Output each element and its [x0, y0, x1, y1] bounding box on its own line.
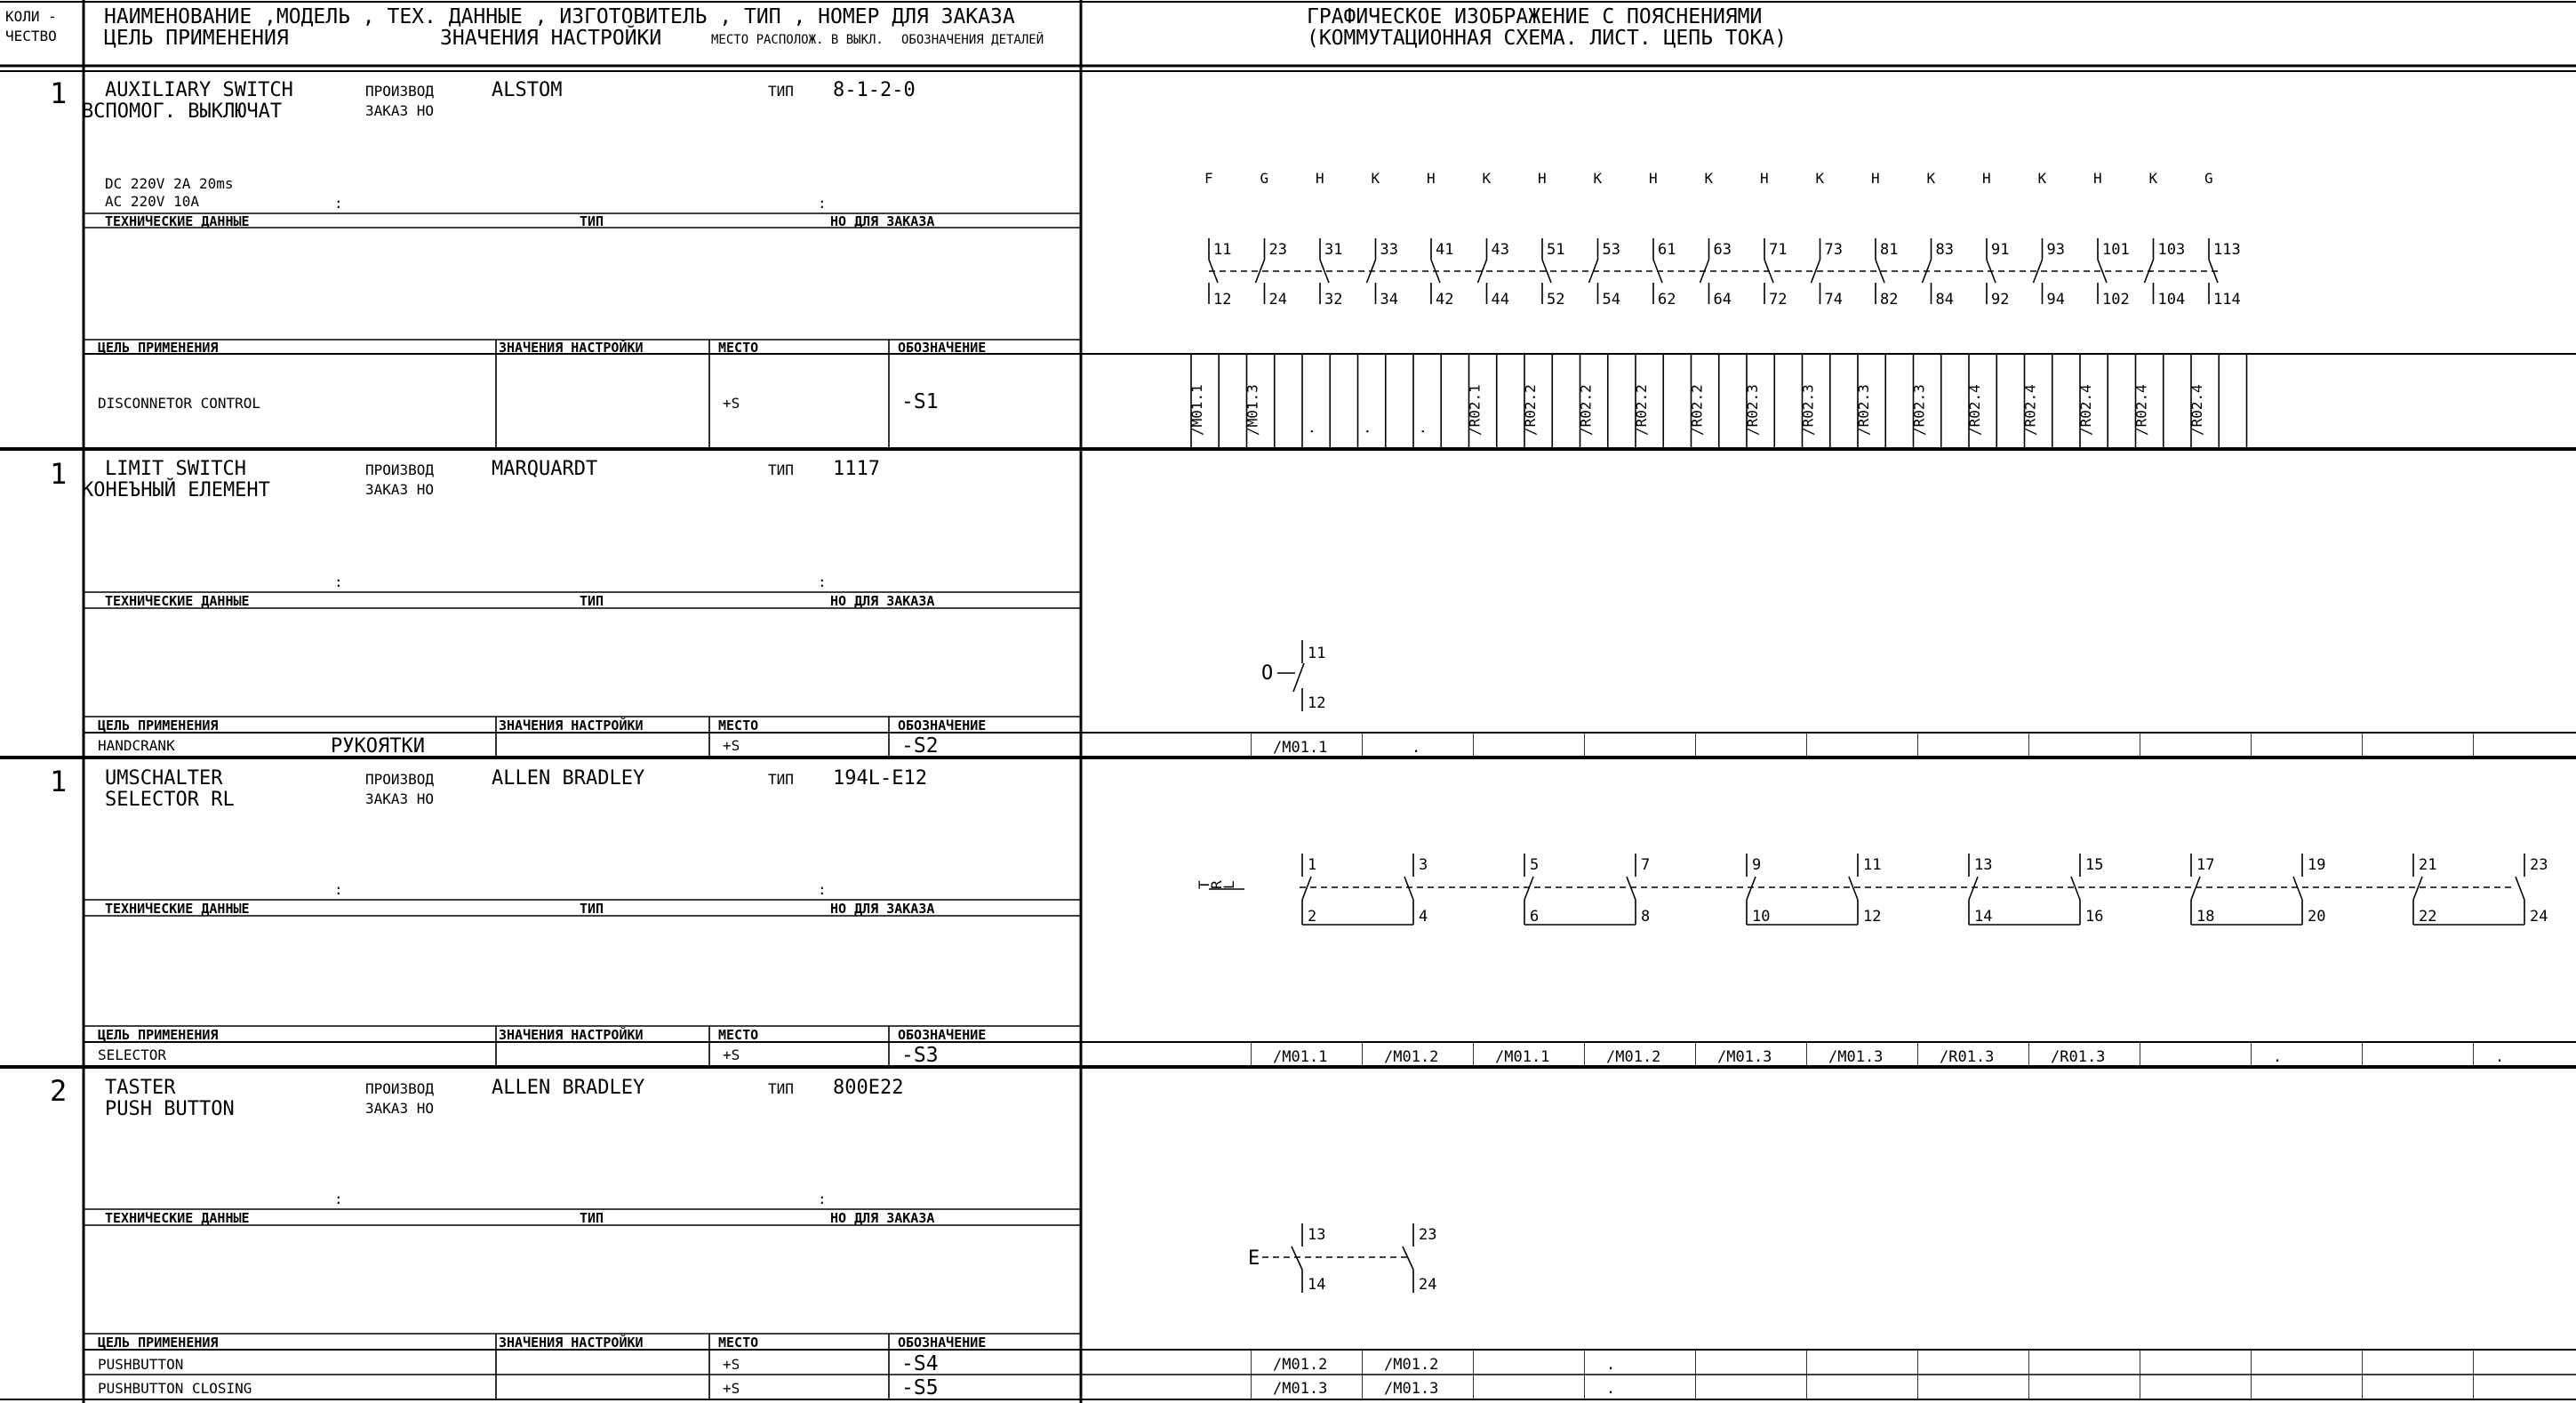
terminal-bottom-label: 12 — [1308, 694, 1326, 712]
colon-a: : — [334, 881, 343, 898]
terminal-top-label: 13 — [1974, 856, 1993, 874]
order-label: ЗАКАЗ НО — [365, 481, 435, 498]
contact-blade — [2191, 877, 2200, 900]
terminal-top-label: 23 — [1419, 1226, 1437, 1244]
colon-b: : — [818, 195, 827, 212]
terminal-bottom-label: 12 — [1863, 908, 1882, 926]
terminal-bottom-label: 64 — [1713, 291, 1732, 309]
contact-letter: K — [1593, 170, 1603, 187]
contact-blade — [2516, 877, 2524, 900]
cross-ref: /M01.1 — [1495, 1048, 1550, 1066]
cross-ref: /R02.4 — [2021, 384, 2039, 436]
order-label: ЗАКАЗ НО — [365, 102, 435, 119]
colon-a: : — [334, 195, 343, 212]
order-no-label: НО ДЛЯ ЗАКАЗА — [830, 593, 935, 609]
item-type: 1117 — [833, 458, 880, 480]
designation-label: ОБОЗНАЧЕНИЕ — [898, 1335, 987, 1351]
row-purpose: HANDCRANK — [98, 737, 175, 754]
aux-switch-schematic — [1188, 170, 2247, 449]
terminal-top-label: 33 — [1380, 241, 1398, 259]
terminal-bottom-label: 8 — [1641, 908, 1651, 926]
terminal-bottom-label: 32 — [1324, 291, 1343, 309]
row-designation: -S4 — [901, 1352, 939, 1375]
cross-ref: . — [1411, 427, 1428, 436]
actuator-symbol: O — [1261, 662, 1274, 685]
row-purpose: DISCONNETOR CONTROL — [98, 395, 261, 412]
terminal-top-label: 101 — [2102, 241, 2130, 259]
terminal-top-label: 91 — [1991, 241, 2010, 259]
tech-type-label: ТИП — [580, 901, 604, 917]
item-qty: 1 — [50, 76, 68, 110]
cross-ref: /M01.2 — [1384, 1356, 1439, 1374]
terminal-bottom-label: 4 — [1419, 908, 1428, 926]
terminal-top-label: 9 — [1752, 856, 1762, 874]
terminal-bottom-label: 54 — [1602, 291, 1620, 309]
terminal-top-label: 31 — [1324, 241, 1343, 259]
terminal-top-label: 17 — [2196, 856, 2215, 874]
terminal-bottom-label: 74 — [1824, 291, 1843, 309]
row-designation: -S3 — [901, 1044, 939, 1067]
item-manufacturer: ALLEN BRADLEY — [492, 767, 645, 790]
contact-blade — [1524, 877, 1533, 900]
row-location: +S — [723, 1380, 740, 1397]
header-main-line1: НАИМЕНОВАНИЕ ,МОДЕЛЬ , ТЕХ. ДАННЫЕ , ИЗГОТОВИТЕЛЬ , ТИП , НОМЕР ДЛЯ ЗАКАЗА — [104, 5, 1015, 28]
tech-type-label: ТИП — [580, 213, 604, 229]
terminal-top-label: 81 — [1880, 241, 1899, 259]
terminal-top-label: 63 — [1713, 241, 1732, 259]
tech-data-label: ТЕХНИЧЕСКИЕ ДАННЫЕ — [105, 901, 250, 917]
header-location: МЕСТО РАСПОЛОЖ. В ВЫКЛ. — [711, 33, 884, 47]
contact-blade — [1292, 1247, 1302, 1270]
item-qty: 2 — [50, 1074, 68, 1108]
item-name-line2: PUSH BUTTON — [105, 1098, 235, 1120]
settings-label: ЗНАЧЕНИЯ НАСТРОЙКИ — [499, 1027, 644, 1043]
purpose-label: ЦЕЛЬ ПРИМЕНЕНИЯ — [98, 718, 219, 734]
item-type: 194L-E12 — [833, 767, 927, 790]
cross-ref: /M01.3 — [1273, 1380, 1328, 1398]
cross-ref: /M01.3 — [1384, 1380, 1439, 1398]
manufacturer-label: ПРОИЗВОД — [365, 83, 435, 100]
item-name-line2: ВСПОМОГ. ВЫКЛЮЧАТ — [82, 100, 283, 123]
header-qty-line2: ЧЕСТВО — [5, 28, 57, 44]
contact-letter: H — [1871, 170, 1880, 187]
cross-ref: /R02.2 — [1577, 384, 1595, 436]
contact-letter: F — [1204, 170, 1213, 187]
cross-ref: /M01.2 — [1606, 1048, 1661, 1066]
contact-letter: H — [2093, 170, 2102, 187]
terminal-top-label: 7 — [1641, 856, 1651, 874]
order-no-label: НО ДЛЯ ЗАКАЗА — [830, 901, 935, 917]
cross-ref: /M01.1 — [1188, 384, 1205, 436]
terminal-bottom-label: 92 — [1991, 291, 2010, 309]
terminal-bottom-label: 16 — [2085, 908, 2104, 926]
contact-letter: K — [1704, 170, 1714, 187]
designation-label: ОБОЗНАЧЕНИЕ — [898, 718, 987, 734]
row-location: +S — [723, 1356, 740, 1373]
contact-blade — [1849, 877, 1858, 900]
contact-letter: K — [1815, 170, 1825, 187]
contact-blade — [1403, 1247, 1413, 1270]
order-no-label: НО ДЛЯ ЗАКАЗА — [830, 213, 935, 229]
tech-data-label: ТЕХНИЧЕСКИЕ ДАННЫЕ — [105, 213, 250, 229]
terminal-bottom-label: 22 — [2419, 908, 2437, 926]
tech-line2: AC 220V 10A — [105, 193, 199, 210]
terminal-bottom-label: 12 — [1213, 291, 1232, 309]
cross-ref: /R02.1 — [1466, 384, 1484, 436]
contact-letter: H — [1427, 170, 1436, 187]
header-graphic-line1: ГРАФИЧЕСКОЕ ИЗОБРАЖЕНИЕ С ПОЯСНЕНИЯМИ — [1307, 5, 1763, 28]
item-name-line1: LIMIT SWITCH — [105, 458, 246, 480]
cross-ref: . — [2495, 1048, 2505, 1066]
order-no-label: НО ДЛЯ ЗАКАЗА — [830, 1210, 935, 1226]
terminal-bottom-label: 14 — [1308, 1276, 1326, 1294]
terminal-bottom-label: 24 — [1268, 291, 1287, 309]
contact-letter: K — [2148, 170, 2158, 187]
terminal-top-label: 93 — [2046, 241, 2065, 259]
terminal-top-label: 19 — [2308, 856, 2326, 874]
terminal-top-label: 83 — [1935, 241, 1954, 259]
cross-ref: /R01.3 — [1940, 1048, 1995, 1066]
row-designation: -S5 — [901, 1376, 939, 1399]
terminal-bottom-label: 42 — [1436, 291, 1454, 309]
ref-grid-row — [1251, 733, 2576, 758]
position-letter: R — [1208, 880, 1225, 889]
contact-blade — [1627, 877, 1636, 900]
terminal-top-label: 5 — [1530, 856, 1540, 874]
cross-ref: . — [1412, 739, 1421, 757]
order-label: ЗАКАЗ НО — [365, 1100, 435, 1117]
row-purpose: PUSHBUTTON — [98, 1356, 184, 1373]
tech-line1: DC 220V 2A 20ms — [105, 175, 234, 192]
location-label: МЕСТО — [718, 1027, 759, 1043]
terminal-bottom-label: 102 — [2102, 291, 2130, 309]
item-name-line1: UMSCHALTER — [105, 767, 223, 790]
terminal-bottom-label: 2 — [1308, 908, 1317, 926]
item-selector — [0, 765, 2576, 1067]
cross-ref: . — [2273, 1048, 2283, 1066]
cross-ref: /M01.3 — [1244, 384, 1261, 436]
terminal-bottom-label: 82 — [1880, 291, 1899, 309]
tech-type-label: ТИП — [580, 593, 604, 609]
type-label: ТИП — [768, 461, 794, 478]
settings-label: ЗНАЧЕНИЯ НАСТРОЙКИ — [499, 1335, 644, 1351]
contact-letter: G — [2204, 170, 2213, 187]
terminal-top-label: 1 — [1308, 856, 1317, 874]
cross-ref: . — [1355, 427, 1372, 436]
contact-letter: K — [1926, 170, 1936, 187]
contact-blade — [1293, 663, 1304, 692]
contact-letter: H — [1316, 170, 1324, 187]
cross-ref: . — [1606, 1380, 1616, 1398]
contact-blade — [2071, 877, 2080, 900]
cross-ref: /M01.3 — [1717, 1048, 1772, 1066]
cross-ref: /R02.4 — [2077, 384, 2094, 436]
item-manufacturer: MARQUARDT — [492, 458, 598, 480]
terminal-top-label: 11 — [1863, 856, 1882, 874]
terminal-top-label: 113 — [2213, 241, 2241, 259]
cross-ref: /R02.4 — [2132, 384, 2150, 436]
manufacturer-label: ПРОИЗВОД — [365, 1080, 435, 1097]
row-purpose: PUSHBUTTON CLOSING — [98, 1380, 252, 1397]
cross-ref: /M01.1 — [1273, 1048, 1328, 1066]
row-purpose: SELECTOR — [98, 1046, 167, 1063]
terminal-bottom-label: 94 — [2046, 291, 2065, 309]
item-name-line2: SELECTOR RL — [105, 789, 235, 811]
contact-letter: H — [1982, 170, 1991, 187]
terminal-bottom-label: 62 — [1658, 291, 1676, 309]
header-settings: ЗНАЧЕНИЯ НАСТРОЙКИ — [440, 27, 662, 50]
terminal-top-label: 61 — [1658, 241, 1676, 259]
header-main-line2: ЦЕЛЬ ПРИМЕНЕНИЯ — [104, 27, 289, 50]
type-label: ТИП — [768, 1080, 794, 1097]
header-designation: ОБОЗНАЧЕНИЯ ДЕТАЛЕЙ — [901, 33, 1044, 47]
terminal-bottom-label: 72 — [1769, 291, 1788, 309]
order-label: ЗАКАЗ НО — [365, 790, 435, 807]
cross-ref: /R02.3 — [1855, 384, 1872, 436]
tech-data-label: ТЕХНИЧЕСКИЕ ДАННЫЕ — [105, 1210, 250, 1226]
terminal-top-label: 43 — [1491, 241, 1509, 259]
type-label: ТИП — [768, 83, 794, 100]
contact-letter: H — [1538, 170, 1547, 187]
designation-label: ОБОЗНАЧЕНИЕ — [898, 340, 987, 356]
item-qty: 1 — [50, 457, 68, 491]
ref-grid-row — [1251, 1042, 2576, 1067]
cross-ref: /R01.3 — [2051, 1048, 2106, 1066]
terminal-bottom-label: 20 — [2308, 908, 2326, 926]
terminal-top-label: 71 — [1769, 241, 1788, 259]
cross-ref: /R02.3 — [1910, 384, 1928, 436]
purpose-label: ЦЕЛЬ ПРИМЕНЕНИЯ — [98, 340, 219, 356]
header-qty-line1: КОЛИ - — [5, 8, 57, 25]
cross-ref: . — [1606, 1356, 1616, 1374]
terminal-bottom-label: 52 — [1547, 291, 1565, 309]
manufacturer-label: ПРОИЗВОД — [365, 771, 435, 788]
item-manufacturer: ALSTOM — [492, 79, 563, 101]
location-label: МЕСТО — [718, 340, 759, 356]
tech-data-label: ТЕХНИЧЕСКИЕ ДАННЫЕ — [105, 593, 250, 609]
purpose-label: ЦЕЛЬ ПРИМЕНЕНИЯ — [98, 1027, 219, 1043]
contact-blade — [2413, 877, 2422, 900]
terminal-top-label: 73 — [1824, 241, 1843, 259]
terminal-bottom-label: 10 — [1752, 908, 1771, 926]
contact-letter: K — [1482, 170, 1492, 187]
row-location: +S — [723, 1046, 740, 1063]
contact-blade — [1302, 877, 1311, 900]
item-name-line2: КОНЕЪНЫЙ ЕЛЕМЕНТ — [82, 479, 270, 501]
contact-blade — [1747, 877, 1756, 900]
terminal-bottom-label: 104 — [2157, 291, 2186, 309]
terminal-bottom-label: 44 — [1491, 291, 1509, 309]
item-limit-switch — [0, 457, 2576, 758]
terminal-top-label: 15 — [2085, 856, 2104, 874]
terminal-bottom-label: 24 — [1419, 1276, 1437, 1294]
position-letter: T — [1196, 880, 1212, 889]
row-location: +S — [723, 395, 740, 412]
item-manufacturer: ALLEN BRADLEY — [492, 1077, 645, 1099]
terminal-top-label: 11 — [1213, 241, 1232, 259]
settings-label: ЗНАЧЕНИЯ НАСТРОЙКИ — [499, 718, 644, 734]
cross-ref: /R02.2 — [1633, 384, 1650, 436]
cross-ref: /R02.3 — [1799, 384, 1817, 436]
contact-letter: K — [1371, 170, 1380, 187]
item-type: 800E22 — [833, 1077, 904, 1099]
cross-ref: /R02.4 — [1966, 384, 1983, 436]
colon-b: : — [818, 573, 827, 590]
colon-b: : — [818, 1191, 827, 1207]
cross-ref: /R02.3 — [1744, 384, 1761, 436]
purpose-label: ЦЕЛЬ ПРИМЕНЕНИЯ — [98, 1335, 219, 1351]
contact-blade — [1404, 877, 1413, 900]
cross-ref: /M01.2 — [1384, 1048, 1439, 1066]
contact-letter: H — [1760, 170, 1769, 187]
terminal-bottom-label: 24 — [2530, 908, 2548, 926]
contact-blade — [2293, 877, 2302, 900]
cross-ref: /R02.4 — [2188, 384, 2205, 436]
cross-ref: /M01.3 — [1828, 1048, 1884, 1066]
contact-blade — [1969, 877, 1978, 900]
header-graphic-line2: (КОММУТАЦИОННАЯ СХЕМА. ЛИСТ. ЦЕПЬ ТОКА) — [1307, 27, 1788, 50]
terminal-top-label: 23 — [2530, 856, 2548, 874]
settings-label: ЗНАЧЕНИЯ НАСТРОЙКИ — [499, 340, 644, 356]
row-extra: РУКОЯТКИ — [331, 735, 425, 758]
tech-type-label: ТИП — [580, 1210, 604, 1226]
terminal-top-label: 53 — [1602, 241, 1620, 259]
contact-letter: G — [1260, 170, 1269, 187]
terminal-bottom-label: 18 — [2196, 908, 2215, 926]
contact-letter: K — [2037, 170, 2047, 187]
cross-ref: /R02.2 — [1522, 384, 1539, 436]
header — [0, 2, 2576, 71]
terminal-top-label: 13 — [1308, 1226, 1326, 1244]
actuator-symbol: E — [1248, 1247, 1260, 1270]
terminal-bottom-label: 84 — [1935, 291, 1954, 309]
item-type: 8-1-2-0 — [833, 79, 916, 101]
cross-ref: /R02.2 — [1688, 384, 1706, 436]
colon-b: : — [818, 881, 827, 898]
cross-ref: . — [1300, 427, 1316, 436]
terminal-bottom-label: 14 — [1974, 908, 1993, 926]
ref-grid-row — [1251, 1350, 2576, 1399]
item-qty: 1 — [50, 765, 68, 798]
designation-label: ОБОЗНАЧЕНИЕ — [898, 1027, 987, 1043]
item-name-line1: AUXILIARY SWITCH — [105, 79, 293, 101]
terminal-top-label: 3 — [1419, 856, 1428, 874]
cross-ref: /M01.1 — [1273, 739, 1328, 757]
selector-schematic — [1196, 854, 2548, 1066]
terminal-bottom-label: 6 — [1530, 908, 1540, 926]
position-letter: L — [1220, 880, 1237, 889]
location-label: МЕСТО — [718, 1335, 759, 1351]
terminal-top-label: 103 — [2157, 241, 2186, 259]
cross-ref: /M01.2 — [1273, 1356, 1328, 1374]
terminal-top-label: 41 — [1436, 241, 1454, 259]
terminal-bottom-label: 34 — [1380, 291, 1398, 309]
colon-a: : — [334, 573, 343, 590]
row-designation: -S2 — [901, 734, 939, 758]
colon-a: : — [334, 1191, 343, 1207]
manufacturer-label: ПРОИЗВОД — [365, 461, 435, 478]
row-designation: -S1 — [901, 390, 939, 413]
location-label: МЕСТО — [718, 718, 759, 734]
contact-letter: H — [1649, 170, 1658, 187]
type-label: ТИП — [768, 771, 794, 788]
terminal-top-label: 51 — [1547, 241, 1565, 259]
terminal-top-label: 21 — [2419, 856, 2437, 874]
terminal-bottom-label: 114 — [2213, 291, 2241, 309]
terminal-top-label: 11 — [1308, 645, 1326, 662]
terminal-top-label: 23 — [1268, 241, 1287, 259]
item-name-line1: TASTER — [105, 1077, 176, 1099]
row-location: +S — [723, 737, 740, 754]
